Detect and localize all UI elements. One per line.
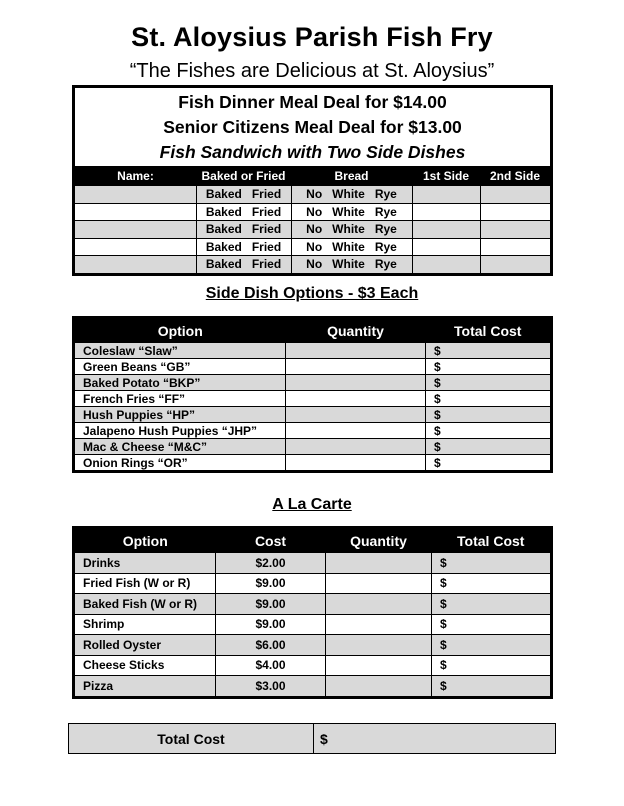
table-row — [74, 455, 552, 472]
table-row — [75, 221, 550, 239]
table-row — [74, 594, 552, 615]
col-cook: Baked or Fried — [196, 166, 291, 186]
a-la-carte-table — [72, 526, 553, 699]
quantity-field[interactable] — [286, 455, 426, 472]
quantity-field[interactable] — [326, 614, 432, 635]
cook-choice[interactable] — [196, 203, 291, 221]
total-field[interactable]: $ — [432, 655, 552, 676]
total-field[interactable]: $ — [426, 375, 552, 391]
col-side1: 1st Side — [412, 166, 480, 186]
fried-option[interactable]: Fried — [251, 187, 282, 202]
a-la-carte-heading: A La Carte — [272, 496, 352, 513]
side2-field[interactable] — [480, 238, 550, 256]
item-cost: $6.00 — [216, 635, 326, 656]
no-bread-option[interactable]: No — [306, 187, 323, 202]
total-field[interactable]: $ — [432, 553, 552, 574]
side-option-label: Coleslaw “Slaw” — [74, 343, 286, 359]
col-total-cost: Total Cost — [426, 318, 552, 343]
side-option-label: Green Beans “GB” — [74, 359, 286, 375]
table-row — [74, 423, 552, 439]
side-option-label: French Fries “FF” — [74, 391, 286, 407]
quantity-field[interactable] — [326, 553, 432, 574]
cook-choice[interactable] — [196, 221, 291, 239]
fried-option[interactable]: Fried — [251, 257, 282, 272]
table-row — [74, 375, 552, 391]
col-cost: Cost — [216, 528, 326, 553]
name-field[interactable] — [75, 186, 196, 204]
order-table — [75, 166, 550, 273]
total-field[interactable]: $ — [426, 423, 552, 439]
side1-field[interactable] — [412, 186, 480, 204]
total-field[interactable]: $ — [432, 594, 552, 615]
rye-option[interactable]: Rye — [374, 239, 397, 254]
side2-field[interactable] — [480, 186, 550, 204]
cook-choice[interactable] — [196, 186, 291, 204]
white-option[interactable]: White — [332, 204, 365, 219]
quantity-field[interactable] — [326, 594, 432, 615]
total-field[interactable]: $ — [426, 407, 552, 423]
white-option[interactable]: White — [332, 222, 365, 237]
name-field[interactable] — [75, 238, 196, 256]
item-label: Baked Fish (W or R) — [74, 594, 216, 615]
side-header-row — [74, 318, 552, 343]
item-label: Drinks — [74, 553, 216, 574]
table-row — [74, 343, 552, 359]
fried-option[interactable]: Fried — [251, 222, 282, 237]
side2-field[interactable] — [480, 221, 550, 239]
side-dish-table — [72, 316, 553, 473]
item-cost: $9.00 — [216, 614, 326, 635]
quantity-field[interactable] — [286, 423, 426, 439]
item-cost: $9.00 — [216, 573, 326, 594]
side-option-label: Mac & Cheese “M&C” — [74, 439, 286, 455]
quantity-field[interactable] — [326, 635, 432, 656]
quantity-field[interactable] — [286, 375, 426, 391]
bread-choice[interactable] — [291, 256, 412, 273]
table-row — [74, 573, 552, 594]
item-cost: $9.00 — [216, 594, 326, 615]
item-label: Rolled Oyster — [74, 635, 216, 656]
col-option: Option — [74, 528, 216, 553]
table-row — [74, 635, 552, 656]
side1-field[interactable] — [412, 203, 480, 221]
no-bread-option[interactable]: No — [306, 257, 323, 272]
fried-option[interactable]: Fried — [251, 239, 282, 254]
total-field[interactable]: $ — [432, 635, 552, 656]
table-row — [74, 614, 552, 635]
meal-deals-box — [72, 85, 553, 276]
name-field[interactable] — [75, 221, 196, 239]
white-option[interactable]: White — [332, 257, 365, 272]
bread-choice[interactable] — [291, 186, 412, 204]
item-cost: $2.00 — [216, 553, 326, 574]
total-field[interactable]: $ — [432, 573, 552, 594]
quantity-field[interactable] — [286, 407, 426, 423]
item-cost: $4.00 — [216, 655, 326, 676]
total-field[interactable]: $ — [432, 614, 552, 635]
total-field[interactable]: $ — [426, 391, 552, 407]
item-label: Cheese Sticks — [74, 655, 216, 676]
sandwich-deal: Fish Sandwich with Two Side Dishes — [159, 142, 466, 162]
side1-field[interactable] — [412, 221, 480, 239]
table-row — [75, 256, 550, 273]
rye-option[interactable]: Rye — [374, 204, 397, 219]
side1-field[interactable] — [412, 238, 480, 256]
col-quantity: Quantity — [326, 528, 432, 553]
quantity-field[interactable] — [286, 439, 426, 455]
side-option-label: Jalapeno Hush Puppies “JHP” — [74, 423, 286, 439]
total-field[interactable]: $ — [426, 455, 552, 472]
table-row — [74, 553, 552, 574]
total-field[interactable]: $ — [426, 439, 552, 455]
side-option-label: Onion Rings “OR” — [74, 455, 286, 472]
rye-option[interactable]: Rye — [374, 257, 397, 272]
senior-deal: Senior Citizens Meal Deal for $13.00 — [163, 117, 462, 137]
white-option[interactable]: White — [332, 187, 365, 202]
baked-option[interactable]: Baked — [205, 187, 242, 202]
col-total-cost: Total Cost — [432, 528, 552, 553]
white-option[interactable]: White — [332, 239, 365, 254]
table-row — [74, 391, 552, 407]
table-row — [75, 238, 550, 256]
item-cost: $3.00 — [216, 676, 326, 698]
baked-option[interactable]: Baked — [205, 222, 242, 237]
baked-option[interactable]: Baked — [205, 257, 242, 272]
quantity-field[interactable] — [326, 655, 432, 676]
no-bread-option[interactable]: No — [306, 222, 323, 237]
bread-choice[interactable] — [291, 221, 412, 239]
table-row — [75, 203, 550, 221]
grand-total-field[interactable]: $ — [320, 730, 328, 747]
total-field[interactable]: $ — [426, 359, 552, 375]
fish-dinner-deal: Fish Dinner Meal Deal for $14.00 — [178, 92, 447, 112]
side2-field[interactable] — [480, 203, 550, 221]
no-bread-option[interactable]: No — [306, 239, 323, 254]
quantity-field[interactable] — [286, 359, 426, 375]
side2-field[interactable] — [480, 256, 550, 273]
col-side2: 2nd Side — [480, 166, 550, 186]
table-row — [74, 439, 552, 455]
grand-total-box — [68, 723, 556, 754]
table-row — [74, 655, 552, 676]
alc-header-row — [74, 528, 552, 553]
col-name: Name: — [75, 166, 196, 186]
order-header-row — [75, 166, 550, 186]
table-row — [74, 407, 552, 423]
col-bread: Bread — [291, 166, 412, 186]
no-bread-option[interactable]: No — [306, 204, 323, 219]
bread-choice[interactable] — [291, 238, 412, 256]
total-field[interactable]: $ — [426, 343, 552, 359]
total-field[interactable]: $ — [432, 676, 552, 698]
baked-option[interactable]: Baked — [205, 204, 242, 219]
cook-choice[interactable] — [196, 256, 291, 273]
item-label: Shrimp — [74, 614, 216, 635]
side-dish-heading: Side Dish Options - $3 Each — [205, 285, 419, 302]
quantity-field[interactable] — [286, 391, 426, 407]
table-row — [74, 676, 552, 698]
name-field[interactable] — [75, 256, 196, 273]
quantity-field[interactable] — [326, 573, 432, 594]
grand-total-label: Total Cost — [69, 724, 314, 753]
col-option: Option — [74, 318, 286, 343]
baked-option[interactable]: Baked — [205, 239, 242, 254]
side-option-label: Baked Potato “BKP” — [74, 375, 286, 391]
item-label: Pizza — [74, 676, 216, 698]
quantity-field[interactable] — [326, 676, 432, 698]
table-row — [74, 359, 552, 375]
name-field[interactable] — [75, 203, 196, 221]
side1-field[interactable] — [412, 256, 480, 273]
item-label: Fried Fish (W or R) — [74, 573, 216, 594]
fried-option[interactable]: Fried — [251, 204, 282, 219]
table-row — [75, 186, 550, 204]
quantity-field[interactable] — [286, 343, 426, 359]
col-quantity: Quantity — [286, 318, 426, 343]
side-option-label: Hush Puppies “HP” — [74, 407, 286, 423]
page-title: St. Aloysius Parish Fish Fry — [131, 22, 493, 52]
rye-option[interactable]: Rye — [374, 222, 397, 237]
tagline: “The Fishes are Delicious at St. Aloysius” — [129, 60, 495, 82]
bread-choice[interactable] — [291, 203, 412, 221]
cook-choice[interactable] — [196, 238, 291, 256]
rye-option[interactable]: Rye — [374, 187, 397, 202]
